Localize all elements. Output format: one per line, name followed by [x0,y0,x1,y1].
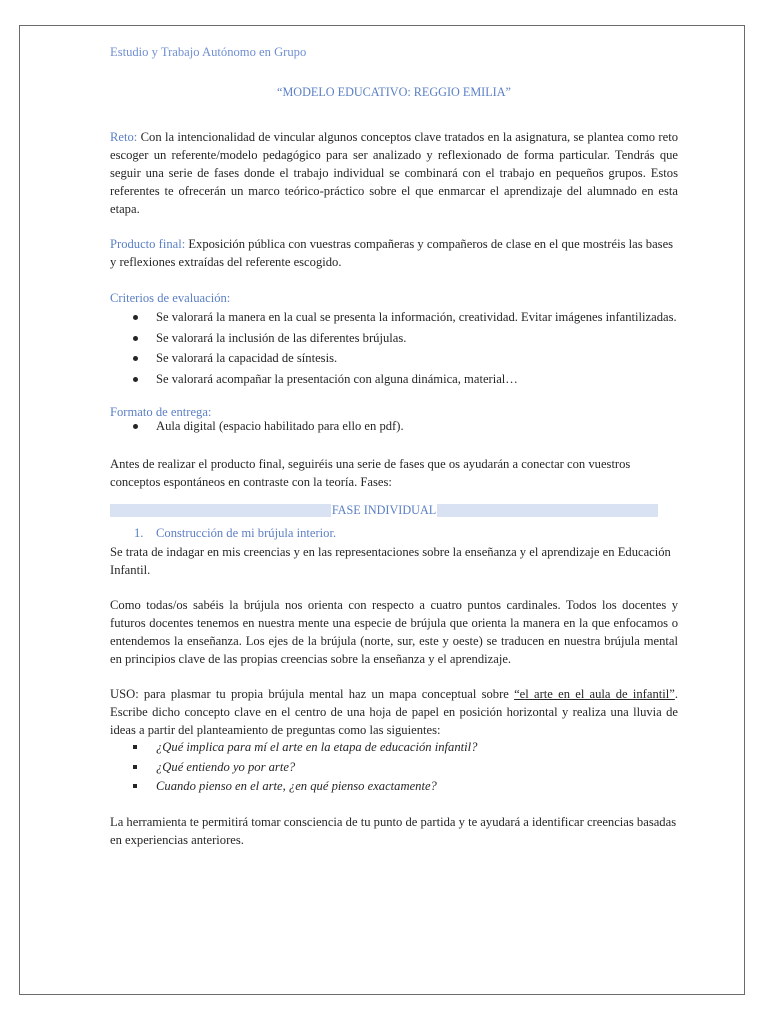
producto-label: Producto final: [110,237,186,251]
fase-individual-heading: FASE INDIVIDUAL [110,504,658,517]
list-item: Se valorará la capacidad de síntesis. [110,348,678,369]
step-1-number: 1. [134,526,144,540]
list-item: ¿Qué implica para mí el arte en la etapa de educación infantil? [110,738,678,758]
list-item: Aula digital (espacio habilitado para ello en pdf). [110,416,678,437]
step-1-heading [134,524,336,542]
list-item: Se valorará la manera en la cual se presenta la información, creatividad. Evitar imágenes infantilizadas. [110,307,678,328]
preguntas-list [110,738,678,797]
formato-label: Formato de entrega: [110,405,212,419]
document-page [19,25,745,995]
bullet-icon [133,356,138,361]
list-item: ¿Qué entiendo yo por arte? [110,758,678,778]
reto-text: Con la intencionalidad de vincular algunos conceptos clave tratados en la asignatura, se plantea como reto escoger un referente/modelo pedagógico para ser analizado y reflexionado de forma particular. Tendrás que seguir una serie de fases donde el trabajo individual se combinará con el trabajo en pequeños grupos. Estos referentes te ofrecerán un marco teórico-práctico sobre el que enmarcar el aprendizaje del alumnado en esta etapa. [110,130,678,216]
formato-list [110,416,678,437]
producto-text: Exposición pública con vuestras compañeras y compañeros de clase en el que mostréis las bases y reflexiones extraídas del referente escogido. [110,237,674,269]
document-header: Estudio y Trabajo Autónomo en Grupo [110,45,307,59]
list-item: Cuando pienso en el arte, ¿en qué pienso exactamente? [110,777,678,797]
brujula-paragraph: Como todas/os sabéis la brújula nos orienta con respecto a cuatro puntos cardinales. Todos los docentes y futuros docentes tenemos en nuestra mente una especie de brújula que orienta la manera en la que enfocamos o entendemos la enseñanza. Los ejes de la brújula (norte, sur, este y oeste) se traducen en nuestra brújula mental en principios clave de las propias creencias sobre la enseñanza y el aprendizaje. [110,598,678,666]
intro-fases-paragraph: Antes de realizar el producto final, seguiréis una serie de fases que os ayudarán a conectar con vuestros conceptos espontáneos en contraste con la teoría. Fases: [110,457,631,489]
indagar-paragraph: Se trata de indagar en mis creencias y en las representaciones sobre la enseñanza y el aprendizaje en Educación Infantil. [110,545,671,577]
step-1-title: Construcción de mi brújula interior. [156,526,337,540]
uso-concept-link: “el arte en el aula de infantil” [514,687,675,701]
square-bullet-icon [133,765,137,769]
bullet-icon [133,336,138,341]
uso-paragraph: USO: para plasmar tu propia brújula mental haz un mapa conceptual sobre “el arte en el aula de infantil”. Escribe dicho concepto clave en el centro de una hoja de papel en posición horizontal y realiza una lluvia de ideas a partir del planteamiento de preguntas como las siguientes: [110,687,678,737]
bullet-icon [133,315,138,320]
list-item: Se valorará la inclusión de las diferentes brújulas. [110,328,678,349]
herramienta-paragraph: La herramienta te permitirá tomar consciencia de tu punto de partida y te ayudará a identificar creencias basadas en experiencias anteriores. [110,815,677,847]
square-bullet-icon [133,745,137,749]
criterios-list [110,307,678,389]
square-bullet-icon [133,784,137,788]
reto-label: Reto: [110,130,138,144]
criterios-label: Criterios de evaluación: [110,291,231,305]
reto-paragraph [110,128,678,218]
document-title: “MODELO EDUCATIVO: REGGIO EMILIA” [277,85,511,99]
list-item: Se valorará acompañar la presentación con alguna dinámica, material… [110,369,678,390]
bullet-icon [133,377,138,382]
producto-paragraph [110,235,678,271]
bullet-icon [133,424,138,429]
